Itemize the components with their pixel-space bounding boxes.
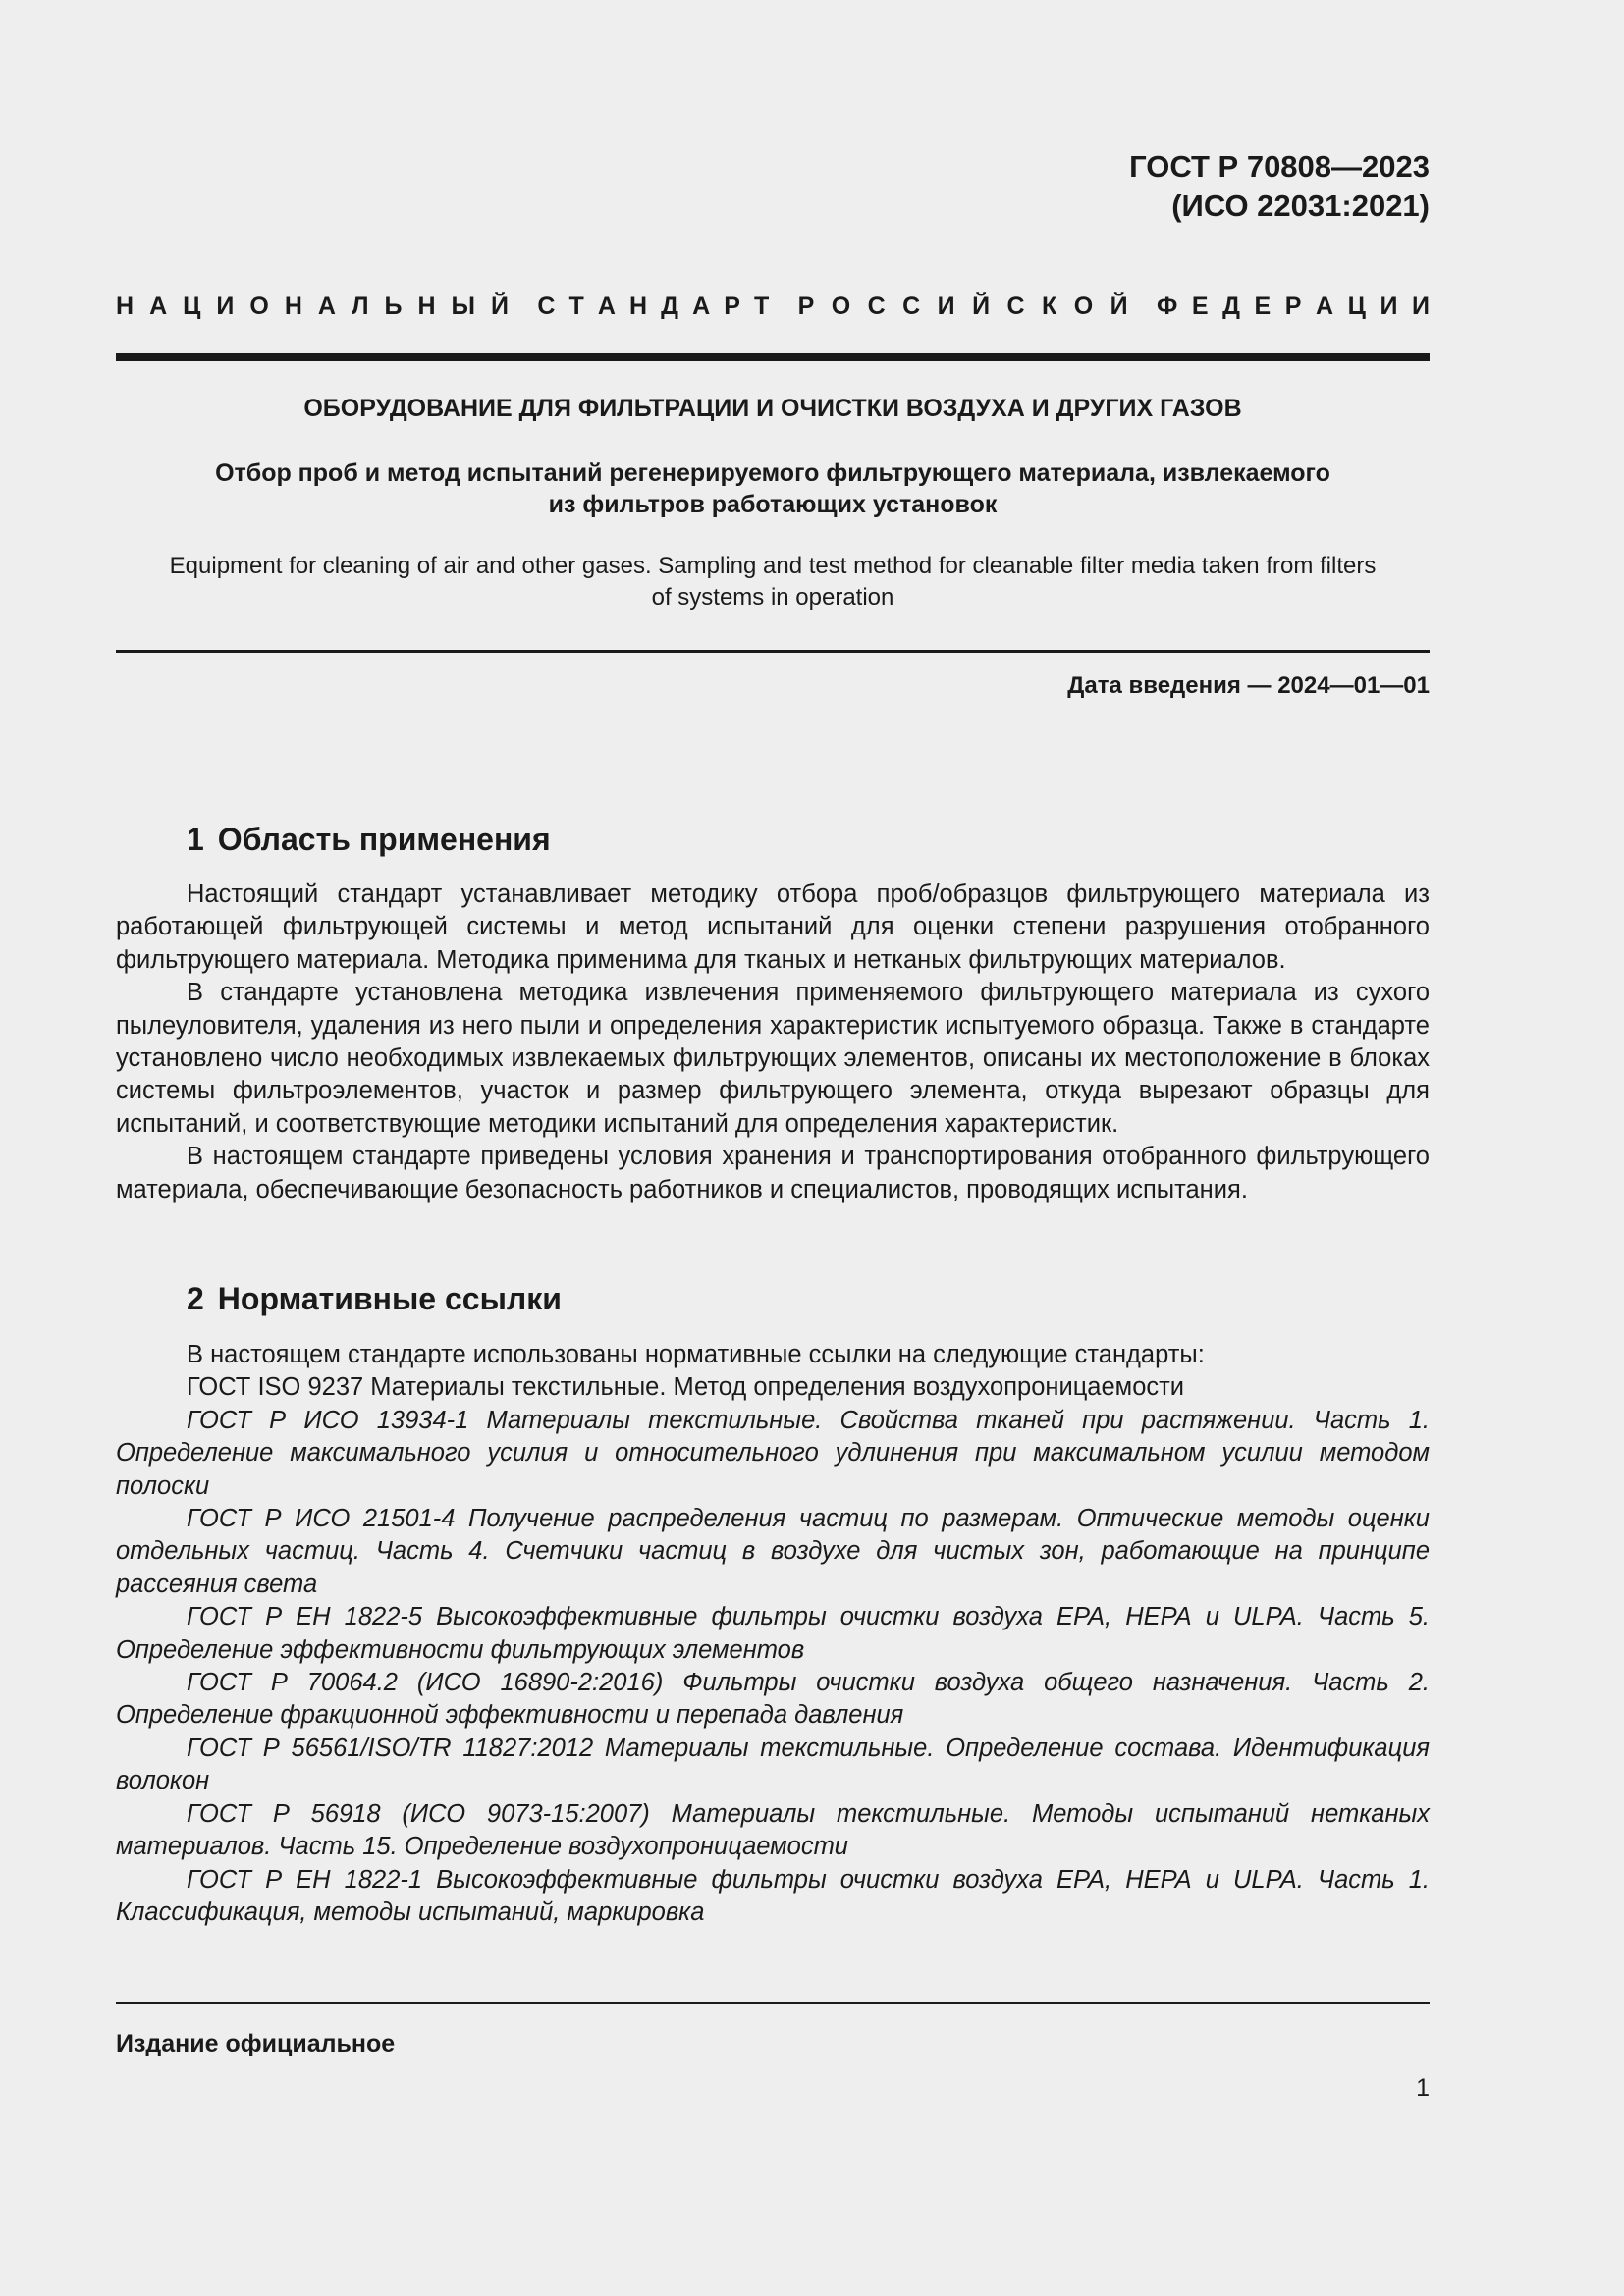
banner-letter: Р: [724, 293, 740, 320]
banner-letter: О: [831, 293, 851, 320]
document-subtitle-line2: из фильтров работающих установок: [548, 491, 998, 518]
document-title: ОБОРУДОВАНИЕ ДЛЯ ФИЛЬТРАЦИИ И ОЧИСТКИ ВОЗДУХА И ДРУГИХ ГАЗОВ: [303, 395, 1242, 422]
banner-letter: Й: [972, 293, 991, 320]
banner-letter: О: [1073, 293, 1094, 320]
header-thin-divider: [116, 650, 1430, 653]
banner-letter: Ь: [384, 293, 403, 320]
english-title-line1: Equipment for cleaning of air and other gases. Sampling and test method for cleanable filter media taken from filters: [169, 553, 1377, 579]
banner-letter: Р: [1284, 293, 1302, 320]
banner-word-standard: [537, 291, 769, 322]
reference-item: ГОСТ Р 56561/ISO/TR 11827:2012 Материалы текстильные. Определение состава. Идентификация волокон: [116, 1734, 1430, 1795]
banner-letter: Е: [1191, 293, 1209, 320]
banner-letter: И: [1380, 293, 1398, 320]
standard-code-line1: ГОСТ Р 70808—2023: [1129, 149, 1430, 184]
banner-letter: И: [216, 293, 235, 320]
reference-item: ГОСТ Р 56918 (ИСО 9073-15:2007) Материалы текстильные. Методы испытаний нетканых материалов. Часть 15. Определение воздухопроницаемости: [116, 1799, 1430, 1861]
section-1-heading: [187, 820, 551, 859]
banner-letter: Н: [629, 293, 648, 320]
banner-letter: С: [867, 293, 886, 320]
header-thick-divider: [116, 353, 1430, 361]
banner-letter: Н: [417, 293, 436, 320]
section-2-number: 2: [187, 1281, 204, 1316]
standard-code: [1129, 147, 1430, 226]
banner-letter: Н: [116, 293, 135, 320]
reference-item: ГОСТ Р ИСО 13934-1 Материалы текстильные. Свойства тканей при растяжении. Часть 1. Определение максимального усилия и относительного удлинения при максимальном усилии методом полоски: [116, 1406, 1430, 1500]
reference-item: ГОСТ Р ЕН 1822-5 Высокоэффективные фильтры очистки воздуха ЕРА, НЕРА и ULPA. Часть 5. Определение эффективности фильтрующих элементов: [116, 1603, 1430, 1664]
reference-item: ГОСТ Р 70064.2 (ИСО 16890-2:2016) Фильтры очистки воздуха общего назначения. Часть 2. Определение фракционной эффективности и перепада давления: [116, 1669, 1430, 1730]
banner-letter: Е: [1254, 293, 1272, 320]
reference-item: ГОСТ Р ИСО 21501-4 Получение распределения частиц по размерам. Оптические методы оценки отдельных частиц. Часть 4. Счетчики частиц в воздухе для чистых зон, работающие на принципе рассеяния света: [116, 1505, 1430, 1598]
standard-code-line2: (ИСО 22031:2021): [1171, 188, 1430, 223]
section-1-paragraph: В стандарте установлена методика извлечения применяемого фильтрующего материала из сухого пылеуловителя, удаления из него пыли и определения характеристик испытуемого образца. Также в стандарте установлено число необходимых извлекаемых фильтрующих элементов, описаны их местоположение в блоках системы фильтроэлементов, участок и размер фильтрующего элемента, откуда вырезают образцы для испытаний, и соответствующие методики испытаний для определения характеристик.: [116, 979, 1430, 1138]
footer-divider: [116, 2002, 1430, 2004]
document-subtitle: [116, 457, 1430, 520]
banner-letter: Ф: [1156, 293, 1178, 320]
banner-letter: О: [249, 293, 269, 320]
banner-letter: А: [149, 293, 168, 320]
document-page: [116, 0, 1430, 2296]
section-1-paragraph: Настоящий стандарт устанавливает методику отбора проб/образцов фильтрующего материала из работающей фильтрующей системы и метод испытаний для оценки степени разрушения отобранного фильтрующего материала. Методика применима для тканых и нетканых фильтрующих материалов.: [116, 881, 1430, 974]
banner-letter: К: [1041, 293, 1057, 320]
banner-letter: Т: [568, 293, 584, 320]
english-title: [116, 551, 1430, 614]
banner-letter: А: [692, 293, 711, 320]
banner-letter: Й: [491, 293, 509, 320]
banner-letter: Т: [754, 293, 770, 320]
banner-letter: С: [537, 293, 556, 320]
reference-item: ГОСТ Р ЕН 1822-1 Высокоэффективные фильтры очистки воздуха ЕРА, НЕРА и ULPA. Часть 1. Классификация, методы испытаний, маркировка: [116, 1865, 1430, 1926]
introduction-date: Дата введения — 2024—01—01: [1067, 672, 1430, 699]
banner-letter: А: [597, 293, 616, 320]
section-2-title: Нормативные ссылки: [217, 1281, 562, 1316]
official-edition-label: Издание официальное: [116, 2030, 396, 2057]
banner-word-russian: [798, 291, 1128, 322]
section-1-title: Область применения: [217, 822, 551, 857]
banner-letter: Ц: [183, 293, 201, 320]
banner-letter: Д: [1222, 293, 1240, 320]
banner-letter: Н: [284, 293, 302, 320]
banner-letter: Й: [1110, 293, 1128, 320]
page-number: 1: [1416, 2074, 1430, 2102]
banner-letter: Ц: [1347, 293, 1366, 320]
section-2-intro: В настоящем стандарте использованы нормативные ссылки на следующие стандарты:: [187, 1341, 1205, 1368]
banner-letter: С: [902, 293, 921, 320]
banner-letter: Ы: [451, 293, 475, 320]
section-1-paragraph: В настоящем стандарте приведены условия хранения и транспортирования отобранного фильтрующего материала, обеспечивающие безопасность работников и специалистов, проводящих испытания.: [116, 1143, 1430, 1203]
section-1-body: [116, 879, 1430, 1206]
national-standard-banner: [116, 291, 1430, 322]
english-title-line2: of systems in operation: [651, 584, 894, 611]
banner-letter: А: [317, 293, 336, 320]
banner-letter: И: [937, 293, 955, 320]
section-1-number: 1: [187, 822, 204, 857]
reference-item: ГОСТ ISO 9237 Материалы текстильные. Метод определения воздухопроницаемости: [187, 1373, 1185, 1402]
banner-word-national: [116, 291, 509, 322]
banner-letter: А: [1316, 293, 1334, 320]
section-2-body: [116, 1339, 1430, 1929]
banner-letter: Р: [797, 293, 815, 320]
banner-letter: Д: [661, 293, 678, 320]
banner-letter: С: [1006, 293, 1025, 320]
document-subtitle-line1: Отбор проб и метод испытаний регенерируемого фильтрующего материала, извлекаемого: [215, 459, 1330, 487]
banner-letter: И: [1412, 293, 1430, 320]
section-2-heading: [187, 1279, 562, 1318]
banner-letter: Л: [351, 293, 369, 320]
banner-word-federation: [1157, 291, 1430, 322]
